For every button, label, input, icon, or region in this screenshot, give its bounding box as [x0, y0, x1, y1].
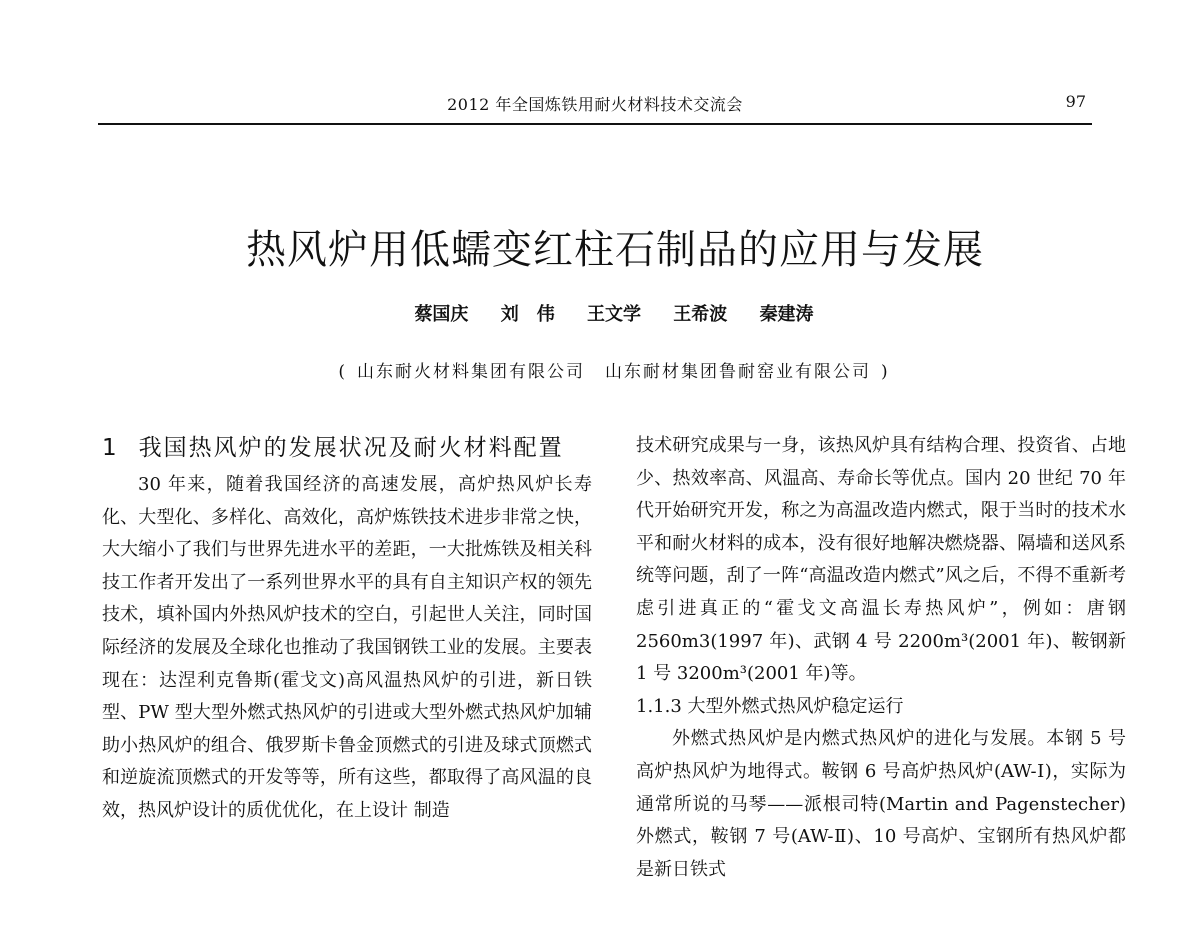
- body-paragraph: 30 年来，随着我国经济的高速发展，高炉热风炉长寿化、大型化、多样化、高效化，高炉炼铁技术进步非常之快，大大缩小了我们与世界先进水平的差距，一大批炼铁及相关科技工作者开发出了一系列世界水平的具有自主知识产权的领先技术，填补国内外热风炉技术的空白，引起世人关注，同时国际经济的发展及全球化也推动了我国钢铁工业的发展。主要表现在：达涅利克鲁斯(霍戈文)高风温热风炉的引进，新日铁型、PW 型大型外燃式热风炉的引进或大型外燃式热风炉加辅助小热风炉的组合、俄罗斯卡鲁金顶燃式的引进及球式顶燃式和逆旋流顶燃式的开发等等，所有这些，都取得了高风温的良效，热风炉设计的质优优化，在上设计 制造: [102, 474, 592, 821]
- conference-name: 2012 年全国炼铁用耐火材料技术交流会: [447, 95, 743, 114]
- author-name: 王文学: [587, 304, 641, 325]
- running-header: [98, 92, 1092, 116]
- author-name: 王希波: [673, 304, 728, 325]
- page-number: 97: [1065, 92, 1086, 111]
- right-column: [636, 430, 1126, 886]
- section-number: 1: [102, 435, 119, 461]
- affiliation: [0, 357, 1200, 382]
- author-name: 蔡国庆: [414, 304, 469, 325]
- author-list: [0, 300, 1200, 326]
- left-column: [102, 430, 592, 828]
- subsection-heading: 1.1.3 大型外燃式热风炉稳定运行: [636, 695, 904, 717]
- body-paragraph: 技术研究成果与一身，该热风炉具有结构合理、投资省、占地少、热效率高、风温高、寿命长等优点。国内 20 世纪 70 年代开始研究开发，称之为高温改造内燃式，限于当时的技术水平和耐火材料的成本，没有很好地解决燃烧器、隔墙和送风系统等问题，刮了一阵“高温改造内燃式”风之后，不得不重新考虑引进真正的“霍戈文高温长寿热风炉”，例如：唐钢 2560m3(1997 年)、武钢 4 号 2200m³(2001 年)、鞍钢新 1 号 3200m³(2001 年)等。: [636, 435, 1126, 685]
- affiliation-close-paren: ): [881, 362, 890, 382]
- affiliation-org-1: 山东耐火材料集团有限公司: [357, 362, 585, 382]
- body-paragraph: 外燃式热风炉是内燃式热风炉的进化与发展。本钢 5 号高炉热风炉为地得式。鞍钢 6 号高炉热风炉(AW-Ⅰ)，实际为通常所说的马琴——派根司特(Martin and Pagenstecher)外燃式，鞍钢 7 号(AW-Ⅱ)、10 号高炉、宝钢所有热风炉都是新日铁式: [636, 728, 1126, 880]
- affiliation-open-paren: (: [338, 362, 347, 382]
- affiliation-org-2: 山东耐材集团鲁耐窑业有限公司: [605, 362, 871, 382]
- header-rule: [98, 123, 1092, 125]
- section-title: 我国热风炉的发展状况及耐火材料配置: [138, 435, 564, 461]
- author-name: 刘 伟: [500, 304, 555, 325]
- section-heading: [102, 430, 592, 467]
- author-name: 秦建涛: [759, 304, 814, 325]
- paper-title: 热风炉用低蠕变红柱石制品的应用与发展: [246, 227, 984, 273]
